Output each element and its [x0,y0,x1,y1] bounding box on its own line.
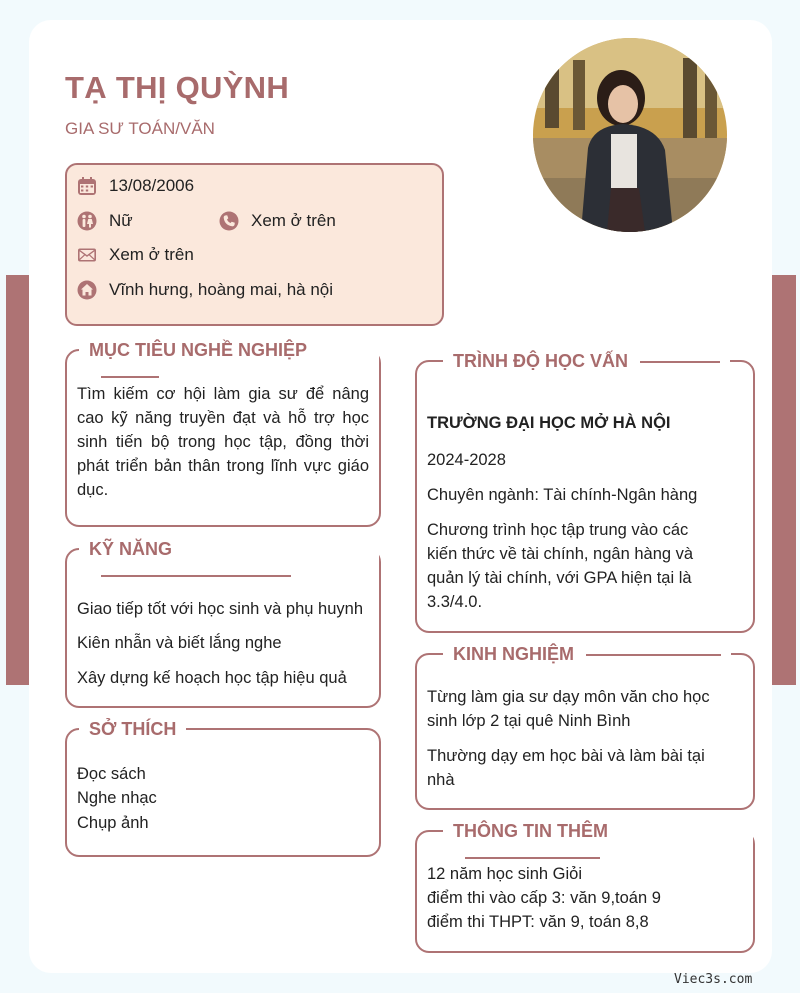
skill-item: Xây dựng kế hoạch học tập hiệu quả [77,669,347,687]
education-desc-line: 3.3/4.0. [427,593,483,611]
phone-row [219,211,336,231]
skills-title: KỸ NĂNG [79,536,379,588]
extra-info-text [427,862,661,934]
birthday-row [77,176,194,196]
education-description [427,518,693,614]
school-name: TRƯỜNG ĐẠI HỌC MỞ HÀ NỘI [427,414,671,432]
experience-line: sinh lớp 2 tại quê Ninh Bình [427,712,631,730]
hobby-item: Đọc sách [77,765,146,783]
education-desc-line: quản lý tài chính, với GPA hiện tại là [427,569,692,587]
experience-line: Thường dạy em học bài và làm bài tại [427,747,705,765]
phone-value: Xem ở trên [251,211,336,230]
experience-title: KINH NGHIỆM [443,641,731,667]
phone-icon [219,211,239,231]
experience-line: Từng làm gia sư dạy môn văn cho học [427,688,710,706]
career-goal-title: MỤC TIÊU NGHỀ NGHIỆP [79,337,379,389]
avatar [533,38,727,232]
hobby-item: Chụp ảnh [77,814,149,832]
email-row [77,245,194,265]
education-title: TRÌNH ĐỘ HỌC VẤN [443,348,730,374]
address-row [77,280,333,300]
career-goal-line: sinh tiến bộ trong học tập, đồng thời [77,433,369,451]
gender-row [77,211,133,231]
career-goal-line: dục. [77,481,109,499]
candidate-role: GIA SƯ TOÁN/VĂN [65,119,215,138]
career-goal-line: Tìm kiếm cơ hội làm gia sư để nâng [77,385,369,403]
gender-icon [77,211,97,231]
skill-item: Giao tiếp tốt với học sinh và phụ huynh [77,600,363,618]
left-accent-band [6,275,30,685]
hobby-item: Nghe nhạc [77,789,157,807]
hobbies-title: SỞ THÍCH [79,716,186,742]
extra-info-line: điểm thi vào cấp 3: văn 9,toán 9 [427,889,661,907]
experience-item-1 [427,685,710,733]
mail-icon [77,245,97,265]
home-icon [77,280,97,300]
gender-value: Nữ [109,211,133,230]
email-value: Xem ở trên [109,245,194,264]
education-desc-line: kiến thức về tài chính, ngân hàng và [427,545,694,563]
education-major: Chuyên ngành: Tài chính-Ngân hàng [427,486,698,504]
birthday-value: 13/08/2006 [109,176,195,195]
career-goal-line: cao kỹ năng truyền đạt và hỗ trợ học [77,409,369,427]
candidate-name: TẠ THỊ QUỲNH [65,70,290,105]
education-years: 2024-2028 [427,451,506,469]
calendar-icon [77,176,97,196]
career-goal-text [77,382,369,502]
experience-item-2 [427,744,705,792]
skill-item: Kiên nhẫn và biết lắng nghe [77,634,282,652]
extra-info-title: THÔNG TIN THÊM [443,818,753,870]
extra-info-line: 12 năm học sinh Giỏi [427,865,583,883]
experience-line: nhà [427,771,455,789]
career-goal-line: phát triển bản thân trong lĩnh vực giáo [77,457,369,475]
address-value: Vĩnh hưng, hoàng mai, hà nội [109,280,334,299]
watermark: Viec3s.com [674,972,753,987]
right-accent-band [772,275,796,685]
extra-info-line: điểm thi THPT: văn 9, toán 8,8 [427,913,649,931]
education-desc-line: Chương trình học tập trung vào các [427,521,689,539]
